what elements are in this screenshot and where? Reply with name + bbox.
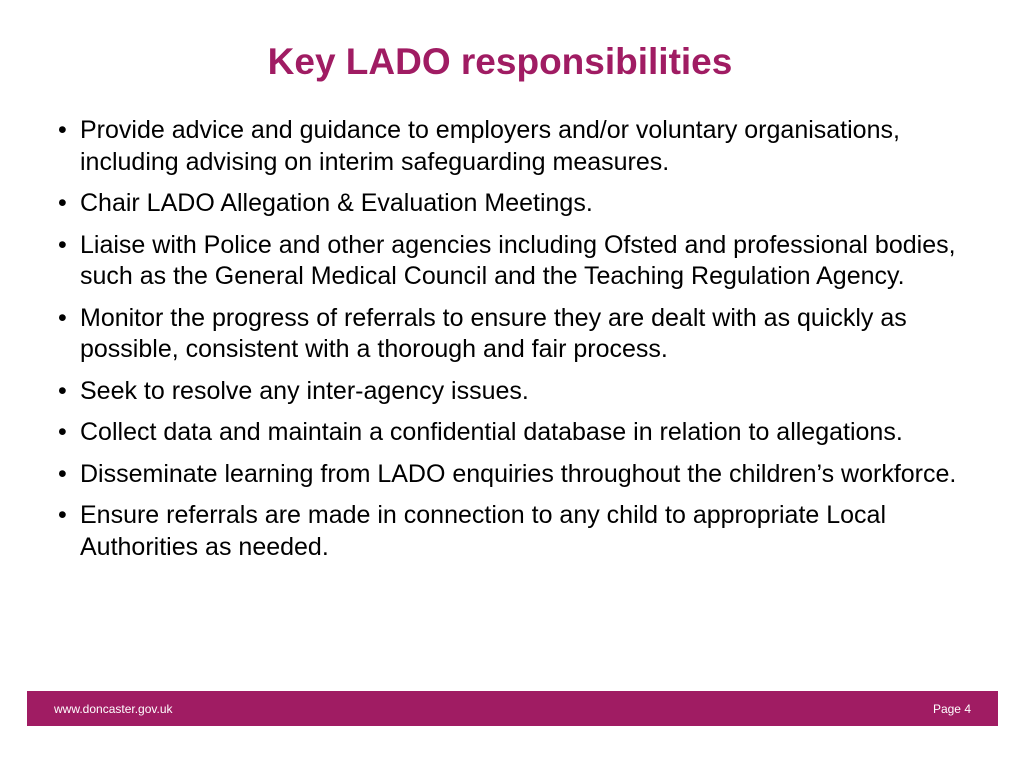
- bullet-icon: •: [58, 376, 67, 405]
- bullet-icon: •: [58, 418, 67, 446]
- list-item-text: Disseminate learning from LADO enquiries throughout the children’s workforce.: [80, 459, 957, 488]
- page-number: Page 4: [932, 702, 971, 716]
- list-item: [48, 303, 998, 366]
- list-item-text: Ensure referrals are made in connection to any child to appropriate Local Authorities as needed.: [80, 501, 887, 561]
- list-item: [48, 188, 998, 220]
- list-item: [48, 500, 998, 563]
- list-item: [48, 230, 998, 293]
- slide-title: Key LADO responsibilities: [267, 41, 733, 82]
- responsibilities-list: [48, 115, 998, 573]
- footer-bar: [27, 691, 998, 726]
- bullet-icon: •: [58, 459, 67, 488]
- list-item: [48, 115, 998, 178]
- list-item-text: Seek to resolve any inter-agency issues.: [80, 376, 529, 405]
- list-item: [48, 376, 998, 408]
- bullet-icon: •: [58, 303, 67, 332]
- list-item-text: Collect data and maintain a confidential database in relation to allegations.: [80, 418, 903, 446]
- list-item-text: Liaise with Police and other agencies including Ofsted and professional bodies, such as the General Medical Council and the Teaching Regulation Agency.: [80, 230, 956, 290]
- list-item: [48, 459, 998, 491]
- list-item-text: Provide advice and guidance to employers and/or voluntary organisations, including advising on interim safeguarding measures.: [80, 116, 900, 176]
- bullet-icon: •: [58, 116, 67, 144]
- bullet-icon: •: [58, 501, 67, 529]
- list-item-text: Chair LADO Allegation & Evaluation Meetings.: [80, 189, 593, 217]
- list-item-text: Monitor the progress of referrals to ensure they are dealt with as quickly as possible, consistent with a thorough and fair process.: [80, 303, 907, 363]
- bullet-icon: •: [58, 189, 67, 217]
- list-item: [48, 417, 998, 449]
- footer-website-link[interactable]: www.doncaster.gov.uk: [54, 702, 173, 716]
- bullet-icon: •: [58, 230, 67, 259]
